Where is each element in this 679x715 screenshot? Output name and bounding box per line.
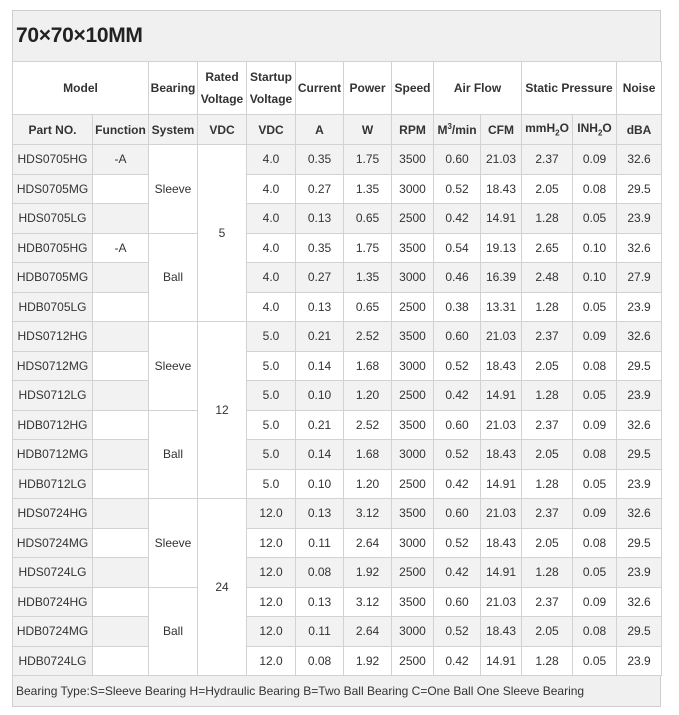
table-row — [13, 381, 662, 411]
part-number: HDS0712LG — [13, 381, 93, 411]
startup-voltage: 5.0 — [247, 351, 296, 381]
startup-voltage: 4.0 — [247, 292, 296, 322]
speed: 2500 — [392, 646, 434, 676]
startup-voltage: 12.0 — [247, 587, 296, 617]
rated-voltage: 12 — [198, 322, 247, 499]
part-number: HDB0712MG — [13, 440, 93, 470]
air-flow-cfm: 18.43 — [481, 351, 522, 381]
pressure-mmh2o: 2.05 — [522, 617, 573, 647]
pressure-inh2o: 0.10 — [573, 263, 617, 293]
noise: 29.5 — [617, 351, 662, 381]
power: 1.35 — [344, 174, 392, 204]
power: 0.65 — [344, 204, 392, 234]
startup-voltage: 4.0 — [247, 233, 296, 263]
table-row — [13, 469, 662, 499]
header-row-1 — [13, 62, 662, 115]
part-number: HDB0724MG — [13, 617, 93, 647]
startup-voltage: 5.0 — [247, 410, 296, 440]
pressure-inh2o: 0.09 — [573, 322, 617, 352]
pressure-mmh2o: 2.37 — [522, 145, 573, 175]
header-power: Power — [344, 62, 392, 115]
unit-m3-min — [434, 115, 481, 145]
noise: 23.9 — [617, 381, 662, 411]
function — [93, 528, 149, 558]
pressure-mmh2o: 2.37 — [522, 410, 573, 440]
speed: 3000 — [392, 440, 434, 470]
power: 1.20 — [344, 381, 392, 411]
air-flow-m3: 0.60 — [434, 410, 481, 440]
pressure-mmh2o: 1.28 — [522, 381, 573, 411]
function — [93, 558, 149, 588]
speed: 3500 — [392, 233, 434, 263]
noise: 32.6 — [617, 410, 662, 440]
function — [93, 410, 149, 440]
noise: 23.9 — [617, 646, 662, 676]
unit-mmh2o — [522, 115, 573, 145]
title-bar — [12, 10, 661, 61]
spec-table-body — [13, 145, 662, 676]
pressure-mmh2o: 2.05 — [522, 351, 573, 381]
unit-inh2o-sub: 2 — [597, 128, 603, 138]
air-flow-cfm: 21.03 — [481, 145, 522, 175]
power: 1.75 — [344, 145, 392, 175]
current: 0.35 — [296, 233, 344, 263]
speed: 2500 — [392, 469, 434, 499]
startup-voltage: 12.0 — [247, 499, 296, 529]
pressure-inh2o: 0.09 — [573, 587, 617, 617]
table-row — [13, 351, 662, 381]
power: 2.64 — [344, 528, 392, 558]
air-flow-cfm: 14.91 — [481, 646, 522, 676]
speed: 3500 — [392, 499, 434, 529]
pressure-inh2o: 0.08 — [573, 440, 617, 470]
pressure-mmh2o: 2.05 — [522, 440, 573, 470]
air-flow-cfm: 18.43 — [481, 174, 522, 204]
power: 1.68 — [344, 351, 392, 381]
current: 0.14 — [296, 440, 344, 470]
current: 0.13 — [296, 499, 344, 529]
function — [93, 351, 149, 381]
speed: 2500 — [392, 381, 434, 411]
air-flow-m3: 0.42 — [434, 469, 481, 499]
part-number: HDS0705MG — [13, 174, 93, 204]
air-flow-m3: 0.52 — [434, 351, 481, 381]
noise: 29.5 — [617, 174, 662, 204]
air-flow-m3: 0.52 — [434, 617, 481, 647]
startup-voltage: 5.0 — [247, 469, 296, 499]
speed: 2500 — [392, 292, 434, 322]
current: 0.11 — [296, 617, 344, 647]
noise: 32.6 — [617, 587, 662, 617]
pressure-mmh2o: 2.37 — [522, 322, 573, 352]
pressure-mmh2o: 1.28 — [522, 469, 573, 499]
power: 1.35 — [344, 263, 392, 293]
unit-inh2o — [573, 115, 617, 145]
air-flow-m3: 0.52 — [434, 440, 481, 470]
air-flow-cfm: 13.31 — [481, 292, 522, 322]
header-speed: Speed — [392, 62, 434, 115]
current: 0.11 — [296, 528, 344, 558]
pressure-inh2o: 0.08 — [573, 617, 617, 647]
rated-voltage: 5 — [198, 145, 247, 322]
unit-mmh2o-sub: 2 — [555, 128, 560, 138]
current: 0.13 — [296, 204, 344, 234]
power: 3.12 — [344, 587, 392, 617]
pressure-inh2o: 0.08 — [573, 174, 617, 204]
table-row — [13, 174, 662, 204]
bearing-system: Ball — [149, 410, 198, 499]
power: 1.75 — [344, 233, 392, 263]
current: 0.27 — [296, 263, 344, 293]
noise: 32.6 — [617, 233, 662, 263]
noise: 29.5 — [617, 440, 662, 470]
function — [93, 174, 149, 204]
unit-mmh2o-a: mmH — [525, 121, 556, 136]
startup-voltage: 12.0 — [247, 528, 296, 558]
part-number: HDB0712LG — [13, 469, 93, 499]
part-number: HDB0724HG — [13, 587, 93, 617]
table-row — [13, 292, 662, 322]
current: 0.08 — [296, 646, 344, 676]
part-number: HDS0705LG — [13, 204, 93, 234]
air-flow-m3: 0.42 — [434, 204, 481, 234]
function — [93, 263, 149, 293]
pressure-mmh2o: 2.05 — [522, 528, 573, 558]
function — [93, 646, 149, 676]
unit-m3-base: M — [437, 123, 448, 137]
current: 0.10 — [296, 469, 344, 499]
power: 0.65 — [344, 292, 392, 322]
part-number: HDS0724MG — [13, 528, 93, 558]
part-number: HDB0705HG — [13, 233, 93, 263]
pressure-mmh2o: 1.28 — [522, 292, 573, 322]
startup-voltage: 5.0 — [247, 322, 296, 352]
part-number: HDS0724LG — [13, 558, 93, 588]
spec-table — [12, 61, 662, 676]
pressure-inh2o: 0.08 — [573, 528, 617, 558]
function — [93, 204, 149, 234]
noise: 27.9 — [617, 263, 662, 293]
header-air-flow: Air Flow — [434, 62, 522, 115]
unit-dba: dBA — [617, 115, 662, 145]
pressure-mmh2o: 1.28 — [522, 204, 573, 234]
unit-part-no: Part NO. — [13, 115, 93, 145]
part-number: HDS0724HG — [13, 499, 93, 529]
air-flow-m3: 0.42 — [434, 558, 481, 588]
header-bearing: Bearing — [149, 62, 198, 115]
bearing-system: Ball — [149, 587, 198, 676]
pressure-inh2o: 0.08 — [573, 351, 617, 381]
startup-voltage: 4.0 — [247, 263, 296, 293]
header-current: Current — [296, 62, 344, 115]
speed: 3000 — [392, 351, 434, 381]
speed: 3500 — [392, 410, 434, 440]
function — [93, 617, 149, 647]
bearing-system: Sleeve — [149, 499, 198, 588]
part-number: HDS0712HG — [13, 322, 93, 352]
bearing-system: Sleeve — [149, 145, 198, 234]
air-flow-cfm: 14.91 — [481, 204, 522, 234]
speed: 3500 — [392, 587, 434, 617]
pressure-mmh2o: 2.37 — [522, 499, 573, 529]
pressure-inh2o: 0.10 — [573, 233, 617, 263]
power: 2.64 — [344, 617, 392, 647]
function: -A — [93, 145, 149, 175]
table-row — [13, 528, 662, 558]
noise: 32.6 — [617, 322, 662, 352]
speed: 2500 — [392, 204, 434, 234]
air-flow-m3: 0.60 — [434, 587, 481, 617]
speed: 3000 — [392, 617, 434, 647]
pressure-inh2o: 0.05 — [573, 646, 617, 676]
current: 0.21 — [296, 322, 344, 352]
bearing-system: Sleeve — [149, 322, 198, 411]
pressure-inh2o: 0.09 — [573, 410, 617, 440]
current: 0.10 — [296, 381, 344, 411]
air-flow-m3: 0.54 — [434, 233, 481, 263]
unit-inh2o-b: O — [602, 121, 612, 136]
speed: 3500 — [392, 145, 434, 175]
table-row — [13, 440, 662, 470]
unit-inh2o-a: INH — [577, 121, 598, 136]
current: 0.14 — [296, 351, 344, 381]
part-number: HDS0712MG — [13, 351, 93, 381]
function — [93, 381, 149, 411]
noise: 32.6 — [617, 499, 662, 529]
air-flow-cfm: 19.13 — [481, 233, 522, 263]
air-flow-m3: 0.42 — [434, 381, 481, 411]
header-noise: Noise — [617, 62, 662, 115]
table-row — [13, 410, 662, 440]
current: 0.21 — [296, 410, 344, 440]
header-rated-voltage: Rated Voltage — [198, 62, 247, 115]
table-row — [13, 263, 662, 293]
air-flow-cfm: 21.03 — [481, 410, 522, 440]
noise: 29.5 — [617, 617, 662, 647]
table-row — [13, 322, 662, 352]
unit-m3-sup: 3 — [447, 122, 452, 131]
pressure-inh2o: 0.09 — [573, 499, 617, 529]
table-row — [13, 558, 662, 588]
power: 2.52 — [344, 410, 392, 440]
function — [93, 499, 149, 529]
air-flow-cfm: 14.91 — [481, 469, 522, 499]
pressure-mmh2o: 2.48 — [522, 263, 573, 293]
noise: 23.9 — [617, 469, 662, 499]
speed: 3000 — [392, 174, 434, 204]
unit-mmh2o-b: O — [559, 121, 569, 136]
air-flow-m3: 0.60 — [434, 499, 481, 529]
current: 0.08 — [296, 558, 344, 588]
function — [93, 469, 149, 499]
bearing-system: Ball — [149, 233, 198, 322]
pressure-inh2o: 0.05 — [573, 469, 617, 499]
air-flow-cfm: 18.43 — [481, 528, 522, 558]
startup-voltage: 5.0 — [247, 381, 296, 411]
power: 3.12 — [344, 499, 392, 529]
function — [93, 587, 149, 617]
startup-voltage: 12.0 — [247, 646, 296, 676]
pressure-inh2o: 0.05 — [573, 558, 617, 588]
unit-watt: W — [344, 115, 392, 145]
unit-rpm: RPM — [392, 115, 434, 145]
function — [93, 292, 149, 322]
bearing-type-legend: Bearing Type:S=Sleeve Bearing H=Hydraulic Bearing B=Two Ball Bearing C=One Ball One Sleeve Bearing — [12, 676, 661, 707]
power: 2.52 — [344, 322, 392, 352]
part-number: HDB0705LG — [13, 292, 93, 322]
pressure-inh2o: 0.09 — [573, 145, 617, 175]
noise: 32.6 — [617, 145, 662, 175]
unit-m3-tail: /min — [451, 123, 477, 137]
unit-function: Function — [93, 115, 149, 145]
startup-voltage: 5.0 — [247, 440, 296, 470]
noise: 29.5 — [617, 528, 662, 558]
noise: 23.9 — [617, 204, 662, 234]
air-flow-cfm: 21.03 — [481, 587, 522, 617]
part-number: HDB0705MG — [13, 263, 93, 293]
air-flow-cfm: 21.03 — [481, 499, 522, 529]
function — [93, 322, 149, 352]
table-row — [13, 617, 662, 647]
unit-startup-vdc: VDC — [247, 115, 296, 145]
table-row — [13, 204, 662, 234]
air-flow-m3: 0.60 — [434, 145, 481, 175]
table-row — [13, 233, 662, 263]
pressure-mmh2o: 2.37 — [522, 587, 573, 617]
part-number: HDB0712HG — [13, 410, 93, 440]
air-flow-m3: 0.52 — [434, 174, 481, 204]
table-row — [13, 145, 662, 175]
air-flow-m3: 0.42 — [434, 646, 481, 676]
part-number: HDB0724LG — [13, 646, 93, 676]
air-flow-m3: 0.38 — [434, 292, 481, 322]
air-flow-cfm: 21.03 — [481, 322, 522, 352]
unit-ampere: A — [296, 115, 344, 145]
header-static-pressure: Static Pressure — [522, 62, 617, 115]
startup-voltage: 4.0 — [247, 174, 296, 204]
rated-voltage: 24 — [198, 499, 247, 676]
air-flow-cfm: 18.43 — [481, 440, 522, 470]
header-startup-voltage: Startup Voltage — [247, 62, 296, 115]
current: 0.27 — [296, 174, 344, 204]
pressure-mmh2o: 1.28 — [522, 558, 573, 588]
unit-cfm: CFM — [481, 115, 522, 145]
unit-system: System — [149, 115, 198, 145]
part-number: HDS0705HG — [13, 145, 93, 175]
pressure-mmh2o: 1.28 — [522, 646, 573, 676]
header-row-2 — [13, 115, 662, 145]
pressure-inh2o: 0.05 — [573, 292, 617, 322]
table-row — [13, 499, 662, 529]
startup-voltage: 12.0 — [247, 617, 296, 647]
speed: 2500 — [392, 558, 434, 588]
header-model: Model — [13, 62, 149, 115]
table-row — [13, 587, 662, 617]
startup-voltage: 12.0 — [247, 558, 296, 588]
pressure-inh2o: 0.05 — [573, 381, 617, 411]
air-flow-m3: 0.46 — [434, 263, 481, 293]
table-row — [13, 646, 662, 676]
pressure-mmh2o: 2.05 — [522, 174, 573, 204]
air-flow-cfm: 14.91 — [481, 558, 522, 588]
air-flow-cfm: 18.43 — [481, 617, 522, 647]
startup-voltage: 4.0 — [247, 145, 296, 175]
power: 1.68 — [344, 440, 392, 470]
air-flow-cfm: 16.39 — [481, 263, 522, 293]
power: 1.92 — [344, 646, 392, 676]
speed: 3000 — [392, 263, 434, 293]
current: 0.13 — [296, 587, 344, 617]
speed: 3500 — [392, 322, 434, 352]
function: -A — [93, 233, 149, 263]
air-flow-m3: 0.60 — [434, 322, 481, 352]
air-flow-m3: 0.52 — [434, 528, 481, 558]
spec-panel — [12, 10, 661, 707]
speed: 3000 — [392, 528, 434, 558]
pressure-inh2o: 0.05 — [573, 204, 617, 234]
unit-rated-vdc: VDC — [198, 115, 247, 145]
noise: 23.9 — [617, 292, 662, 322]
noise: 23.9 — [617, 558, 662, 588]
page-title: 70×70×10MM — [16, 24, 143, 47]
power: 1.20 — [344, 469, 392, 499]
power: 1.92 — [344, 558, 392, 588]
function — [93, 440, 149, 470]
startup-voltage: 4.0 — [247, 204, 296, 234]
pressure-mmh2o: 2.65 — [522, 233, 573, 263]
current: 0.13 — [296, 292, 344, 322]
current: 0.35 — [296, 145, 344, 175]
air-flow-cfm: 14.91 — [481, 381, 522, 411]
